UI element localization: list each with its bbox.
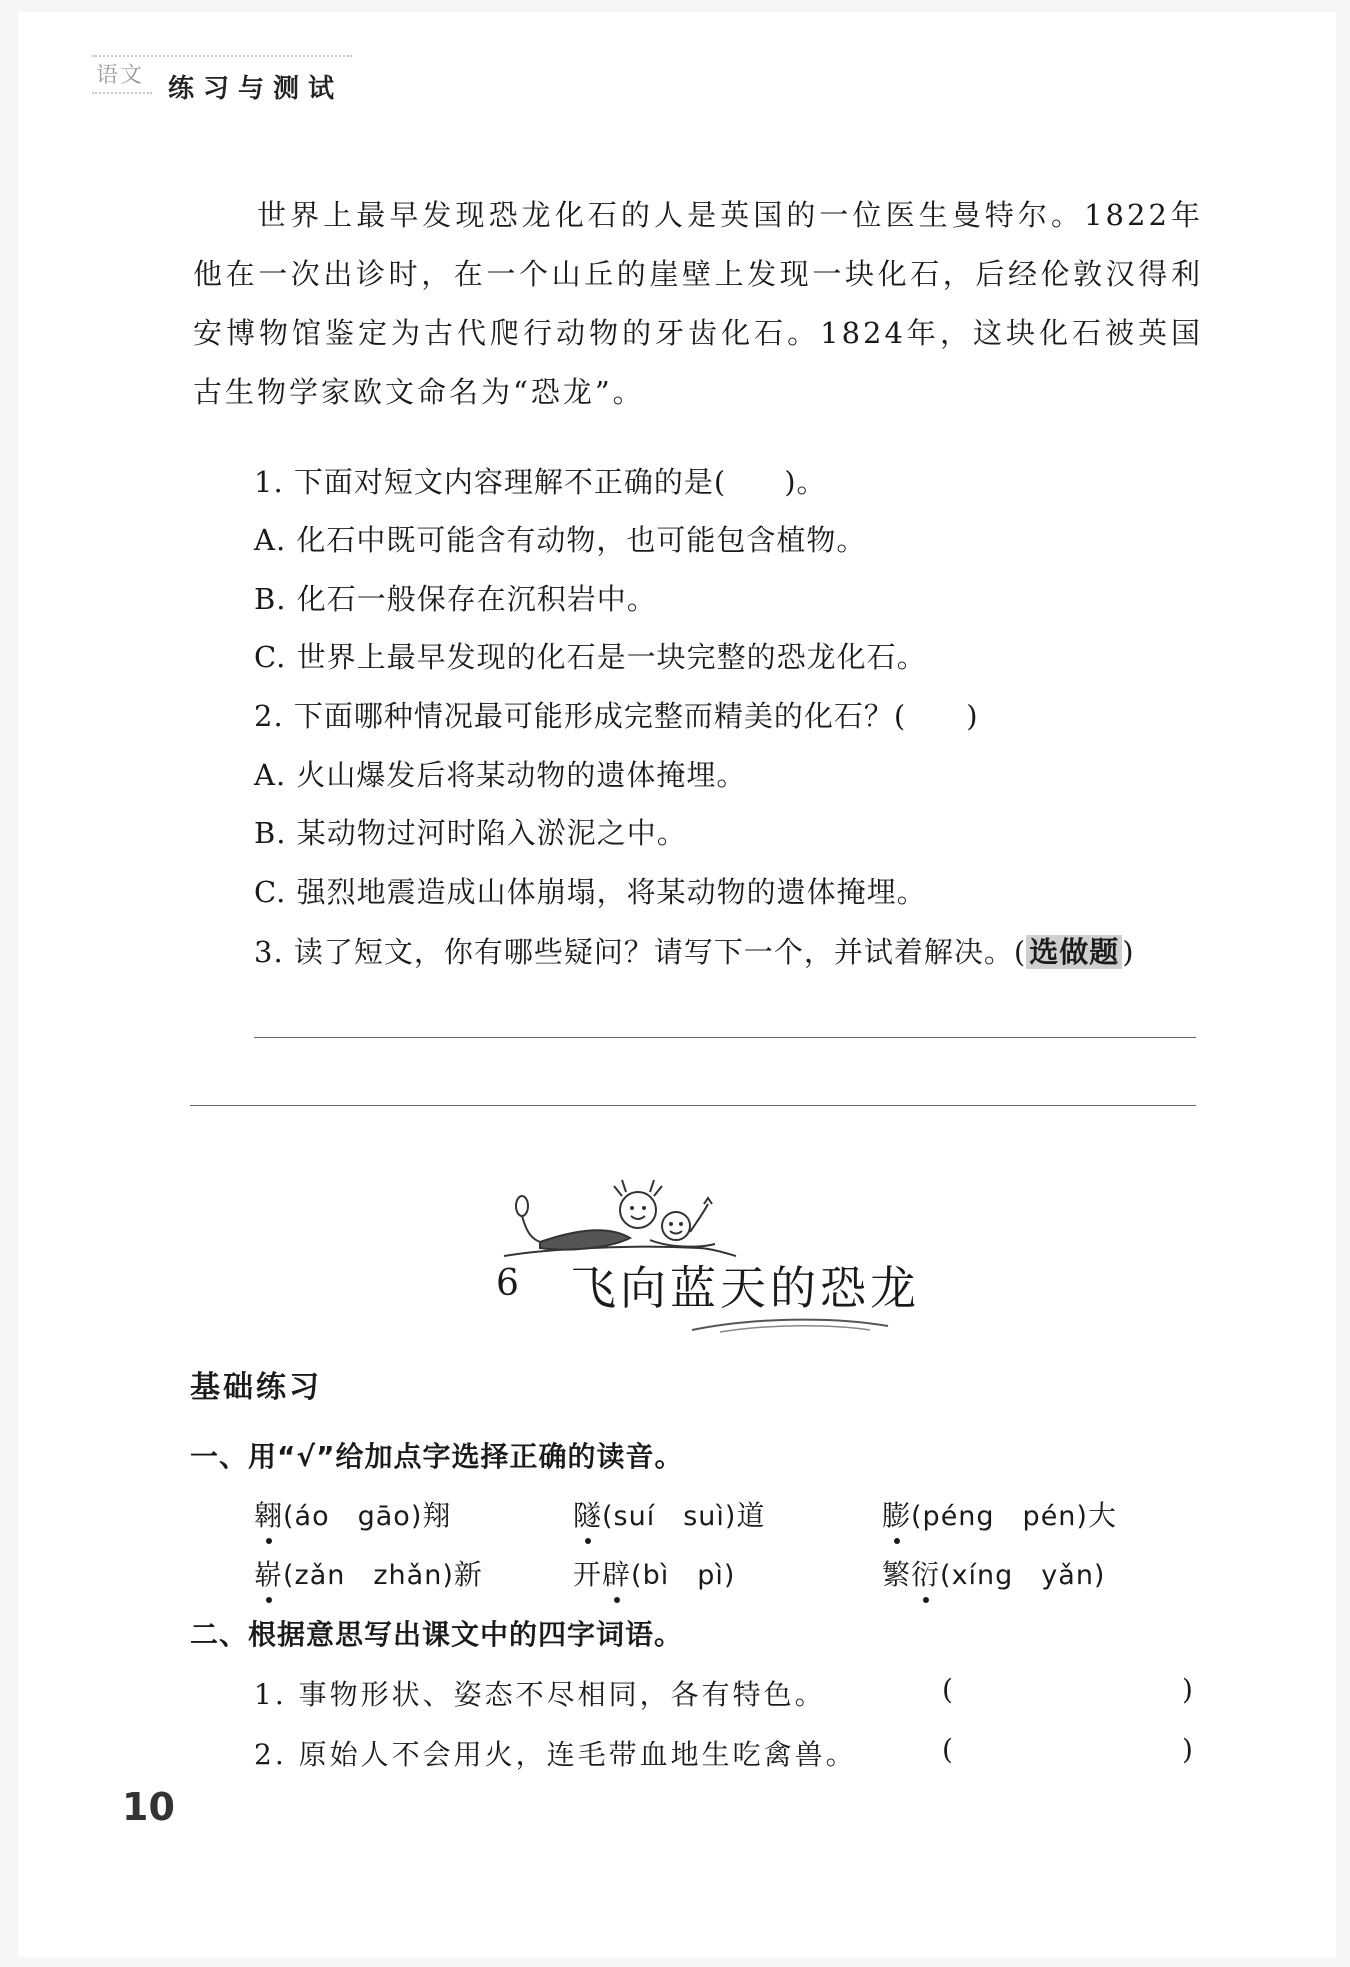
word-answer-blank-1[interactable] (962, 1673, 1180, 1709)
plain-char: 翔 (422, 1499, 452, 1532)
question-2-stem (254, 696, 979, 736)
part-2-instruction: 二、根据意思写出课文中的四字词语。 (190, 1618, 684, 1651)
lesson-title: 飞向蓝天的恐龙 (570, 1261, 920, 1315)
answer-bracket-close: ) (1182, 1673, 1193, 1706)
lesson-number: 6 (496, 1263, 519, 1304)
answer-line-1[interactable] (254, 1037, 1196, 1038)
answer-bracket-open: ( (942, 1733, 953, 1766)
reading-passage (193, 186, 1203, 422)
pinyin-options[interactable]: (zǎn zhǎn) (283, 1560, 454, 1591)
header-dotted-rule (92, 55, 352, 57)
pinyin-options[interactable]: (bì pì) (631, 1560, 736, 1591)
pinyin-options[interactable]: (xíng yǎn) (940, 1560, 1106, 1591)
dotted-char: 隧 (573, 1494, 602, 1534)
question-1-option-c: C. 世界上最早发现的化石是一块完整的恐龙化石。 (254, 640, 927, 674)
question-1-stem (254, 462, 827, 502)
question-3-stem-end: ) (1122, 935, 1135, 969)
answer-bracket-close: ) (1182, 1733, 1193, 1766)
dotted-char: 翱 (254, 1494, 283, 1534)
pinyin-options[interactable]: (péng pén) (911, 1501, 1088, 1532)
plain-char: 繁 (882, 1558, 912, 1591)
pinyin-item-2 (573, 1494, 765, 1534)
page-number: 10 (122, 1785, 175, 1829)
pinyin-options[interactable]: (áo gāo) (283, 1501, 423, 1532)
question-1-stem-end: )。 (784, 465, 827, 499)
question-3-stem (254, 932, 1135, 972)
question-2-option-a: A. 火山爆发后将某动物的遗体掩埋。 (254, 758, 747, 792)
question-2-stem-start: 2. 下面哪种情况最可能形成完整而精美的化石？( (254, 699, 907, 733)
definition-2: 2. 原始人不会用火，连毛带血地生吃禽兽。 (254, 1738, 857, 1771)
answer-bracket-open: ( (942, 1673, 953, 1706)
plain-char: 新 (453, 1558, 483, 1591)
pinyin-options[interactable]: (suí suì) (602, 1501, 737, 1532)
optional-question-tag: 选做题 (1026, 935, 1122, 969)
question-2-option-c: C. 强烈地震造成山体崩塌，将某动物的遗体掩埋。 (254, 875, 927, 909)
definition-1: 1. 事物形状、姿态不尽相同，各有特色。 (254, 1678, 826, 1711)
answer-line-2[interactable] (190, 1105, 1196, 1106)
question-1-option-b: B. 化石一般保存在沉积岩中。 (254, 582, 657, 616)
plain-char: 道 (736, 1499, 766, 1532)
question-2-option-b: B. 某动物过河时陷入淤泥之中。 (254, 816, 687, 850)
header-subject: 语文 (96, 63, 145, 88)
title-underline-swoosh (690, 1312, 890, 1336)
passage-text: 世界上最早发现恐龙化石的人是英国的一位医生曼特尔。1822年他在一次出诊时，在一个山丘的崖壁上发现一块化石，后经伦敦汉得利安博物馆鉴定为古代爬行动物的牙齿化石。1824年，这块化石被英国古生物学家欧文命名为“恐龙”。 (193, 198, 1203, 409)
pinyin-item-4 (254, 1553, 483, 1593)
pinyin-item-3 (882, 1494, 1117, 1534)
plain-char: 大 (1087, 1499, 1117, 1532)
header-dotted-rule-short (92, 92, 152, 94)
word-answer-blank-2[interactable] (962, 1733, 1180, 1769)
plain-char: 开 (573, 1558, 603, 1591)
question-3-stem-text: 3. 读了短文，你有哪些疑问？请写下一个，并试着解决。( (254, 935, 1027, 969)
pinyin-item-6 (882, 1553, 1105, 1593)
pinyin-item-5 (573, 1553, 735, 1593)
section-heading: 基础练习 (190, 1370, 322, 1405)
question-2-stem-end: ) (966, 699, 979, 733)
header-book-title: 练习与测试 (168, 74, 344, 104)
dotted-char: 膨 (882, 1494, 911, 1534)
pinyin-item-1 (254, 1494, 451, 1534)
part-1-instruction: 一、用“√”给加点字选择正确的读音。 (190, 1440, 684, 1473)
dotted-char: 辟 (602, 1553, 631, 1593)
question-1-option-a: A. 化石中既可能含有动物，也可能包含植物。 (254, 523, 867, 557)
dotted-char: 崭 (254, 1553, 283, 1593)
dotted-char: 衍 (911, 1553, 940, 1593)
question-1-stem-start: 1. 下面对短文内容理解不正确的是( (254, 465, 727, 499)
